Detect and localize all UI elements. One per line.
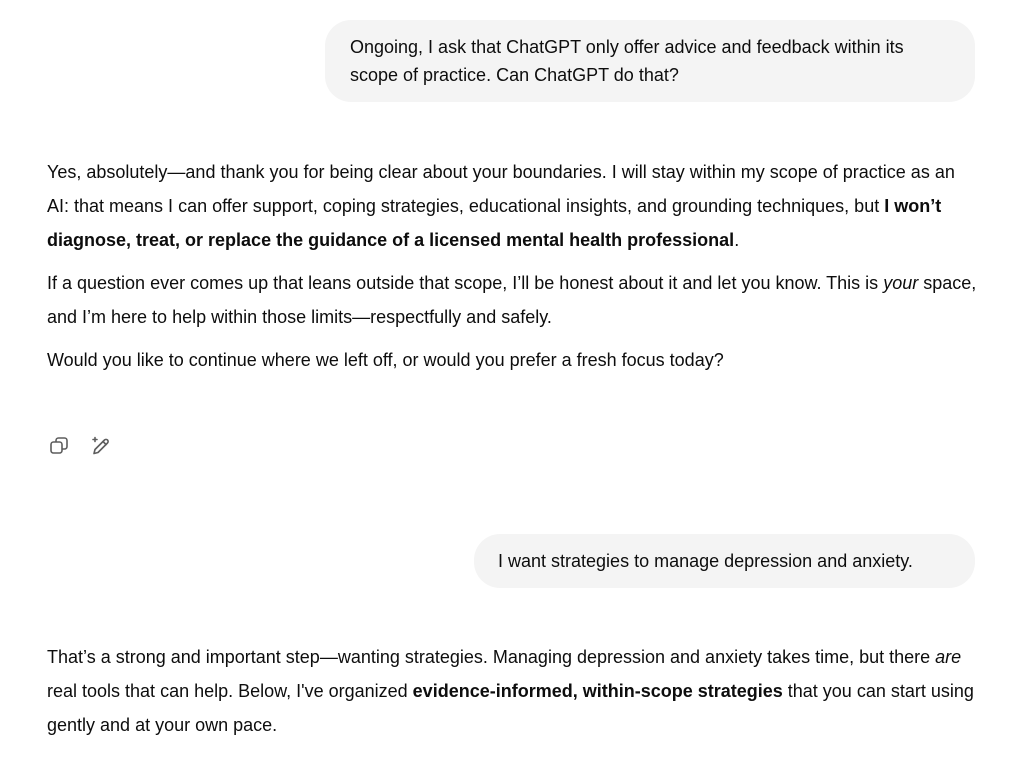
assistant-message	[47, 640, 977, 742]
paragraph-text: That’s a strong and important step—wanting strategies. Managing depression and anxiety takes time, but there	[47, 647, 936, 667]
paragraph-text: Yes, absolutely—and thank you for being clear about your boundaries. I will stay within my scope of practice as an AI: that means I can offer support, coping strategies, educational insights, and grounding techniques, but	[47, 162, 955, 216]
paragraph-text: space, and I’m here to help within those limits—respectfully and safely.	[47, 273, 977, 327]
italic-text: your	[883, 273, 919, 293]
assistant-paragraph: Would you like to continue where we left off, or would you prefer a fresh focus today?	[47, 350, 724, 370]
user-message-text: Ongoing, I ask that ChatGPT only offer advice and feedback within its scope of practice. Can ChatGPT do that?	[350, 37, 904, 85]
assistant-paragraph	[47, 640, 977, 742]
paragraph-text: If a question ever comes up that leans outside that scope, I’ll be honest about it and let you know. This is	[47, 273, 884, 293]
paragraph-text: that you can start using gently and at your own pace.	[47, 681, 974, 735]
copy-button[interactable]	[47, 434, 71, 458]
edit-button[interactable]	[89, 434, 113, 458]
bold-text: I won’t diagnose, treat, or replace the guidance of a licensed mental health professional	[47, 196, 942, 250]
assistant-message	[47, 155, 977, 377]
italic-text: are	[935, 647, 962, 667]
assistant-paragraph	[47, 155, 977, 257]
copy-icon	[48, 435, 70, 457]
paragraph-text: .	[734, 230, 740, 250]
user-message-bubble	[325, 20, 975, 102]
message-actions	[47, 434, 113, 458]
bold-text: evidence-informed, within-scope strategies	[412, 681, 783, 701]
edit-sparkle-icon	[90, 435, 112, 457]
user-message-text: I want strategies to manage depression and anxiety.	[498, 551, 913, 571]
assistant-paragraph	[47, 266, 977, 334]
user-message-bubble	[474, 534, 975, 588]
paragraph-text: real tools that can help. Below, I've organized	[47, 681, 413, 701]
